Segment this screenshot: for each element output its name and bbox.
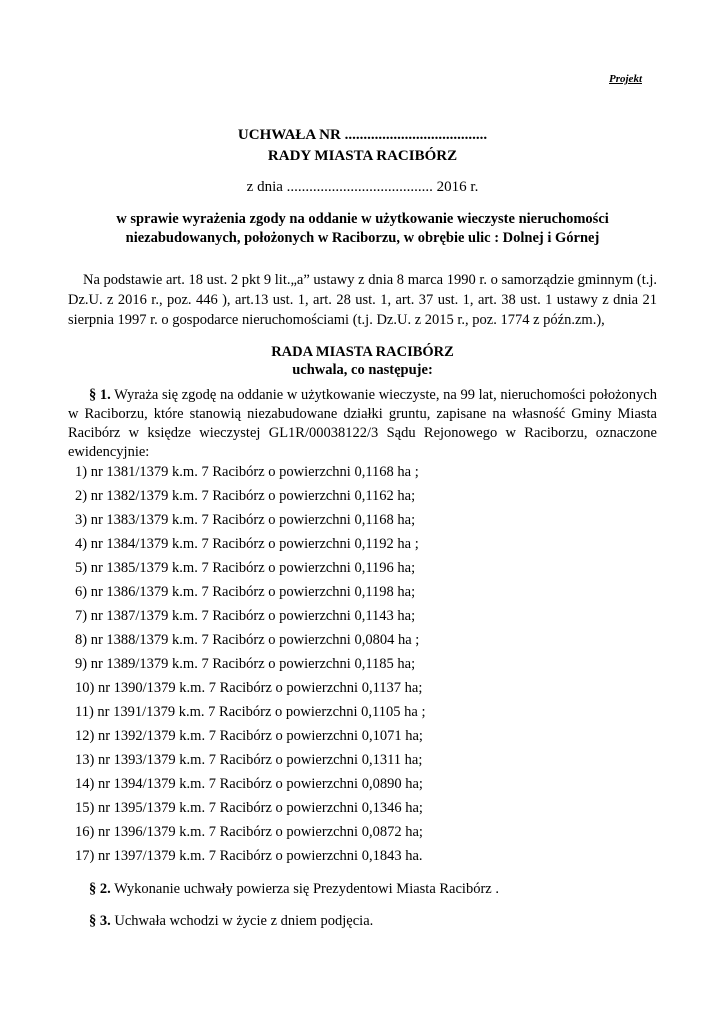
list-item: 3) nr 1383/1379 k.m. 7 Racibórz o powierzchni 0,1168 ha; <box>75 512 416 528</box>
council-heading: RADA MIASTA RACIBÓRZ <box>271 344 454 360</box>
section-2-label: § 2. <box>89 881 111 897</box>
resolution-date: z dnia ....................................... 2016 r. <box>246 179 479 195</box>
list-item: 9) nr 1389/1379 k.m. 7 Racibórz o powierzchni 0,1185 ha; <box>75 656 416 672</box>
projekt-label: Projekt <box>609 73 642 85</box>
legal-basis-paragraph: Na podstawie art. 18 ust. 2 pkt 9 lit.„a” ustawy z dnia 8 marca 1990 r. o samorządzie gminnym (t.j. Dz.U. z 2016 r., poz. 446 ), art.13 ust. 1, art. 28 ust. 1, art. 37 ust. 1, art. 38 ust. 1 ustawy z dnia 21 sierpnia 1997 r. o gospodarce nieruchomościami (t.j. Dz.U. z 2015 r., poz. 1774 z późn.zm.), <box>68 272 657 328</box>
list-item: 1) nr 1381/1379 k.m. 7 Racibórz o powierzchni 0,1168 ha ; <box>75 464 419 480</box>
section-3-text: Uchwała wchodzi w życie z dniem podjęcia. <box>110 913 374 929</box>
list-item: 8) nr 1388/1379 k.m. 7 Racibórz o powierzchni 0,0804 ha ; <box>75 632 420 648</box>
list-item: 16) nr 1396/1379 k.m. 7 Racibórz o powierzchni 0,0872 ha; <box>75 824 423 840</box>
list-item: 15) nr 1395/1379 k.m. 7 Racibórz o powierzchni 0,1346 ha; <box>75 800 423 816</box>
resolution-subject: w sprawie wyrażenia zgody na oddanie w użytkowanie wieczyste nieruchomości niezabudowanych, położonych w Raciborzu, w obrębie ulic : Dolnej i Górnej <box>116 211 609 246</box>
section-3 <box>89 911 373 932</box>
section-2-text: Wykonanie uchwały powierza się Prezydentowi Miasta Racibórz . <box>110 881 499 897</box>
section-3-label: § 3. <box>89 913 111 929</box>
council-resolves: uchwala, co następuje: <box>292 362 433 378</box>
resolution-number: UCHWAŁA NR ...................................... <box>237 127 488 143</box>
list-item: 4) nr 1384/1379 k.m. 7 Racibórz o powierzchni 0,1192 ha ; <box>75 536 419 552</box>
section-1-label: § 1. <box>89 387 111 403</box>
list-item: 5) nr 1385/1379 k.m. 7 Racibórz o powierzchni 0,1196 ha; <box>75 560 416 576</box>
list-item: 2) nr 1382/1379 k.m. 7 Racibórz o powierzchni 0,1162 ha; <box>75 488 416 504</box>
section-1 <box>68 386 657 462</box>
list-item: 12) nr 1392/1379 k.m. 7 Racibórz o powierzchni 0,1071 ha; <box>75 728 423 744</box>
list-item: 11) nr 1391/1379 k.m. 7 Racibórz o powierzchni 0,1105 ha ; <box>75 704 426 720</box>
list-item: 7) nr 1387/1379 k.m. 7 Racibórz o powierzchni 0,1143 ha; <box>75 608 416 624</box>
list-item: 13) nr 1393/1379 k.m. 7 Racibórz o powierzchni 0,1311 ha; <box>75 752 423 768</box>
list-item: 6) nr 1386/1379 k.m. 7 Racibórz o powierzchni 0,1198 ha; <box>75 584 416 600</box>
list-item: 17) nr 1397/1379 k.m. 7 Racibórz o powierzchni 0,1843 ha. <box>75 848 423 864</box>
list-item: 14) nr 1394/1379 k.m. 7 Racibórz o powierzchni 0,0890 ha; <box>75 776 423 792</box>
council-name: RADY MIASTA RACIBÓRZ <box>267 148 458 164</box>
parcel-list <box>75 460 425 868</box>
list-item: 10) nr 1390/1379 k.m. 7 Racibórz o powierzchni 0,1137 ha; <box>75 680 423 696</box>
section-1-text: Wyraża się zgodę na oddanie w użytkowanie wieczyste, na 99 lat, nieruchomości położonych w Raciborzu, które stanowią niezabudowane działki gruntu, zapisane na własność Gminy Miasta Racibórz w księdze wieczystej GL1R/00038122/3 Sądu Rejonowego w Raciborzu, oznaczone ewidencyjnie: <box>68 387 657 460</box>
section-2 <box>89 879 499 900</box>
